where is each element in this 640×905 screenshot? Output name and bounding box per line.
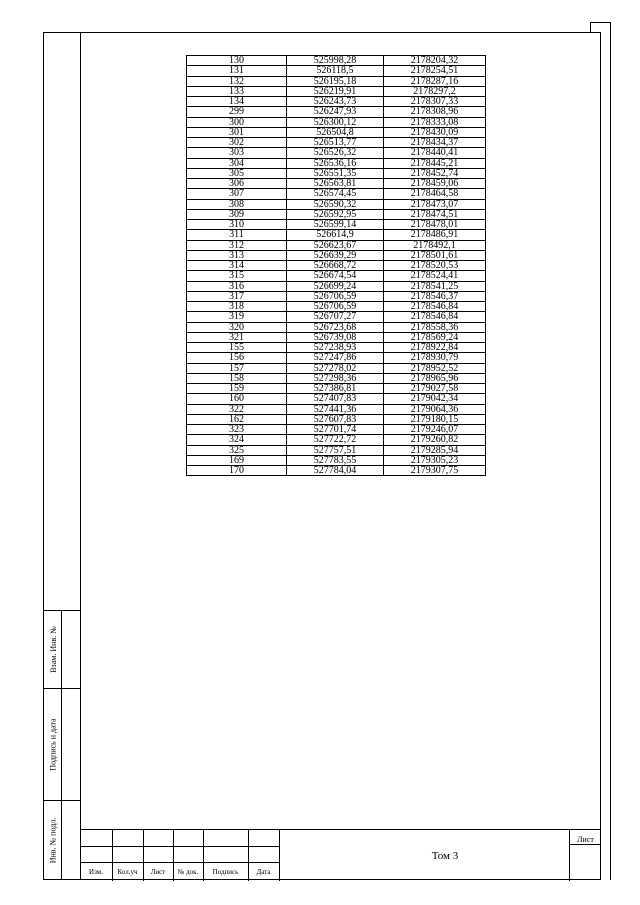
- point-number-cell: 155: [187, 343, 287, 353]
- y-coordinate-cell: 2179285,94: [384, 445, 486, 455]
- point-number-cell: 132: [187, 76, 287, 86]
- stamp-divider: [61, 801, 62, 880]
- x-coordinate-cell: 526623,67: [287, 240, 384, 250]
- y-coordinate-cell: 2178520,53: [384, 261, 486, 271]
- point-number-cell: 299: [187, 107, 287, 117]
- point-number-cell: 309: [187, 209, 287, 219]
- tb-col-line: [279, 830, 280, 881]
- y-coordinate-cell: 2178434,37: [384, 138, 486, 148]
- stamp-cell-podpis-data: [43, 688, 81, 800]
- point-number-cell: 169: [187, 455, 287, 465]
- x-coordinate-cell: 526706,59: [287, 291, 384, 301]
- y-coordinate-cell: 2178430,09: [384, 127, 486, 137]
- point-number-cell: 302: [187, 138, 287, 148]
- x-coordinate-cell: 527386,81: [287, 384, 384, 394]
- y-coordinate-cell: 2178464,58: [384, 189, 486, 199]
- point-number-cell: 159: [187, 384, 287, 394]
- y-coordinate-cell: 2178524,41: [384, 271, 486, 281]
- point-number-cell: 315: [187, 271, 287, 281]
- point-number-cell: 310: [187, 220, 287, 230]
- point-number-cell: 308: [187, 199, 287, 209]
- table-row: [187, 148, 486, 158]
- table-row: [187, 261, 486, 271]
- tb-label-list: Лист: [150, 868, 166, 876]
- y-coordinate-cell: 2178474,51: [384, 209, 486, 219]
- x-coordinate-cell: 526706,59: [287, 302, 384, 312]
- frame-corner-mark: [590, 22, 611, 880]
- tb-label-podpis: Подпись: [212, 868, 239, 876]
- x-coordinate-cell: 526118,5: [287, 66, 384, 76]
- table-row: [187, 322, 486, 332]
- point-number-cell: 304: [187, 158, 287, 168]
- stamp-cell-inv-podl: [43, 800, 81, 880]
- point-number-cell: 300: [187, 117, 287, 127]
- table-row: [187, 66, 486, 76]
- coordinates-table-body: [187, 56, 486, 476]
- x-coordinate-cell: 526668,72: [287, 261, 384, 271]
- y-coordinate-cell: 2178569,24: [384, 332, 486, 342]
- stamp-cell-vzam-inv: [43, 610, 81, 688]
- table-row: [187, 363, 486, 373]
- y-coordinate-cell: 2178307,33: [384, 97, 486, 107]
- point-number-cell: 319: [187, 312, 287, 322]
- table-row: [187, 86, 486, 96]
- y-coordinate-cell: 2178204,32: [384, 56, 486, 66]
- y-coordinate-cell: 2179307,75: [384, 466, 486, 476]
- table-row: [187, 435, 486, 445]
- table-row: [187, 199, 486, 209]
- x-coordinate-cell: 526536,16: [287, 158, 384, 168]
- x-coordinate-cell: 527701,74: [287, 425, 384, 435]
- table-row: [187, 291, 486, 301]
- y-coordinate-cell: 2178486,91: [384, 230, 486, 240]
- y-coordinate-cell: 2178287,16: [384, 76, 486, 86]
- point-number-cell: 318: [187, 302, 287, 312]
- table-row: [187, 56, 486, 66]
- table-row: [187, 404, 486, 414]
- y-coordinate-cell: 2178546,84: [384, 312, 486, 322]
- point-number-cell: 131: [187, 66, 287, 76]
- y-coordinate-cell: 2178965,96: [384, 373, 486, 383]
- table-row: [187, 271, 486, 281]
- table-row: [187, 425, 486, 435]
- tb-label-data: Дата: [256, 868, 271, 876]
- point-number-cell: 320: [187, 322, 287, 332]
- point-number-cell: 324: [187, 435, 287, 445]
- point-number-cell: 313: [187, 250, 287, 260]
- point-number-cell: 317: [187, 291, 287, 301]
- table-row: [187, 353, 486, 363]
- table-row: [187, 445, 486, 455]
- table-row: [187, 168, 486, 178]
- table-row: [187, 466, 486, 476]
- x-coordinate-cell: 526699,24: [287, 281, 384, 291]
- table-row: [187, 394, 486, 404]
- y-coordinate-cell: 2178952,52: [384, 363, 486, 373]
- point-number-cell: 157: [187, 363, 287, 373]
- table-row: [187, 127, 486, 137]
- point-number-cell: 307: [187, 189, 287, 199]
- point-number-cell: 301: [187, 127, 287, 137]
- y-coordinate-cell: 2179260,82: [384, 435, 486, 445]
- x-coordinate-cell: 526247,93: [287, 107, 384, 117]
- table-row: [187, 179, 486, 189]
- x-coordinate-cell: 527783,55: [287, 455, 384, 465]
- x-coordinate-cell: 526674,54: [287, 271, 384, 281]
- title-block: [80, 829, 601, 880]
- y-coordinate-cell: 2179064,36: [384, 404, 486, 414]
- x-coordinate-cell: 526513,77: [287, 138, 384, 148]
- point-number-cell: 311: [187, 230, 287, 240]
- table-row: [187, 97, 486, 107]
- table-row: [187, 76, 486, 86]
- table-row: [187, 158, 486, 168]
- x-coordinate-cell: 526551,35: [287, 168, 384, 178]
- stamp-divider: [61, 689, 62, 800]
- x-coordinate-cell: 526195,18: [287, 76, 384, 86]
- x-coordinate-cell: 526639,29: [287, 250, 384, 260]
- point-number-cell: 158: [187, 373, 287, 383]
- point-number-cell: 306: [187, 179, 287, 189]
- x-coordinate-cell: 527407,83: [287, 394, 384, 404]
- x-coordinate-cell: 527278,02: [287, 363, 384, 373]
- y-coordinate-cell: 2178546,37: [384, 291, 486, 301]
- point-number-cell: 322: [187, 404, 287, 414]
- tb-row-line: [569, 844, 601, 845]
- x-coordinate-cell: 526243,73: [287, 97, 384, 107]
- x-coordinate-cell: 526219,91: [287, 86, 384, 96]
- point-number-cell: 162: [187, 414, 287, 424]
- x-coordinate-cell: 526707,27: [287, 312, 384, 322]
- point-number-cell: 130: [187, 56, 287, 66]
- tb-label-n-dok: № док.: [177, 868, 199, 876]
- table-row: [187, 107, 486, 117]
- y-coordinate-cell: 2178333,08: [384, 117, 486, 127]
- y-coordinate-cell: 2178445,21: [384, 158, 486, 168]
- table-row: [187, 138, 486, 148]
- x-coordinate-cell: 527784,04: [287, 466, 384, 476]
- table-row: [187, 302, 486, 312]
- x-coordinate-cell: 526504,8: [287, 127, 384, 137]
- table-row: [187, 414, 486, 424]
- y-coordinate-cell: 2178501,61: [384, 250, 486, 260]
- x-coordinate-cell: 526739,08: [287, 332, 384, 342]
- tb-label-kol-uch: Кол.уч: [117, 868, 138, 876]
- stamp-divider: [61, 611, 62, 688]
- stamp-label-podpis-data: Подпись и дата: [48, 718, 58, 771]
- table-row: [187, 312, 486, 322]
- y-coordinate-cell: 2179027,58: [384, 384, 486, 394]
- y-coordinate-cell: 2178546,84: [384, 302, 486, 312]
- x-coordinate-cell: 526574,45: [287, 189, 384, 199]
- point-number-cell: 316: [187, 281, 287, 291]
- y-coordinate-cell: 2178492,1: [384, 240, 486, 250]
- x-coordinate-cell: 526599,14: [287, 220, 384, 230]
- frame-corner-tick: [590, 22, 591, 32]
- x-coordinate-cell: 527238,93: [287, 343, 384, 353]
- y-coordinate-cell: 2178930,79: [384, 353, 486, 363]
- x-coordinate-cell: 526723,68: [287, 322, 384, 332]
- point-number-cell: 305: [187, 168, 287, 178]
- table-row: [187, 230, 486, 240]
- table-row: [187, 343, 486, 353]
- x-coordinate-cell: 525998,28: [287, 56, 384, 66]
- y-coordinate-cell: 2178308,96: [384, 107, 486, 117]
- y-coordinate-cell: 2178473,07: [384, 199, 486, 209]
- point-number-cell: 160: [187, 394, 287, 404]
- x-coordinate-cell: 526614,9: [287, 230, 384, 240]
- y-coordinate-cell: 2178254,51: [384, 66, 486, 76]
- margin-stamp: [43, 610, 81, 880]
- document-volume-title: Том 3: [431, 850, 459, 862]
- y-coordinate-cell: 2179180,15: [384, 414, 486, 424]
- y-coordinate-cell: 2178452,74: [384, 168, 486, 178]
- table-row: [187, 384, 486, 394]
- point-number-cell: 170: [187, 466, 287, 476]
- table-row: [187, 250, 486, 260]
- y-coordinate-cell: 2178558,36: [384, 322, 486, 332]
- point-number-cell: 323: [187, 425, 287, 435]
- x-coordinate-cell: 527298,36: [287, 373, 384, 383]
- y-coordinate-cell: 2179042,34: [384, 394, 486, 404]
- table-row: [187, 373, 486, 383]
- x-coordinate-cell: 526590,32: [287, 199, 384, 209]
- y-coordinate-cell: 2179246,07: [384, 425, 486, 435]
- tb-label-izm: Изм.: [89, 868, 103, 876]
- table-row: [187, 281, 486, 291]
- y-coordinate-cell: 2178922,84: [384, 343, 486, 353]
- point-number-cell: 133: [187, 86, 287, 96]
- y-coordinate-cell: 2178478,01: [384, 220, 486, 230]
- tb-row-line: [80, 862, 280, 863]
- x-coordinate-cell: 527757,51: [287, 445, 384, 455]
- x-coordinate-cell: 527607,83: [287, 414, 384, 424]
- point-number-cell: 325: [187, 445, 287, 455]
- x-coordinate-cell: 526563,81: [287, 179, 384, 189]
- point-number-cell: 303: [187, 148, 287, 158]
- point-number-cell: 321: [187, 332, 287, 342]
- table-row: [187, 189, 486, 199]
- table-row: [187, 455, 486, 465]
- point-number-cell: 314: [187, 261, 287, 271]
- y-coordinate-cell: 2178459,06: [384, 179, 486, 189]
- x-coordinate-cell: 527722,72: [287, 435, 384, 445]
- x-coordinate-cell: 526592,95: [287, 209, 384, 219]
- table-row: [187, 209, 486, 219]
- stamp-label-vzam-inv: Взам. Инв. №: [48, 626, 58, 673]
- coordinates-table: [186, 55, 486, 476]
- y-coordinate-cell: 2178297,2: [384, 86, 486, 96]
- point-number-cell: 312: [187, 240, 287, 250]
- x-coordinate-cell: 527441,36: [287, 404, 384, 414]
- sheet-label: Лист: [577, 835, 594, 844]
- y-coordinate-cell: 2178541,25: [384, 281, 486, 291]
- table-row: [187, 332, 486, 342]
- point-number-cell: 134: [187, 97, 287, 107]
- tb-row-line: [80, 846, 280, 847]
- point-number-cell: 156: [187, 353, 287, 363]
- stamp-label-inv-podl: Инв. № подл.: [48, 817, 58, 864]
- x-coordinate-cell: 526300,12: [287, 117, 384, 127]
- table-row: [187, 240, 486, 250]
- table-row: [187, 220, 486, 230]
- y-coordinate-cell: 2178440,41: [384, 148, 486, 158]
- y-coordinate-cell: 2179305,23: [384, 455, 486, 465]
- x-coordinate-cell: 527247,86: [287, 353, 384, 363]
- table-row: [187, 117, 486, 127]
- x-coordinate-cell: 526526,32: [287, 148, 384, 158]
